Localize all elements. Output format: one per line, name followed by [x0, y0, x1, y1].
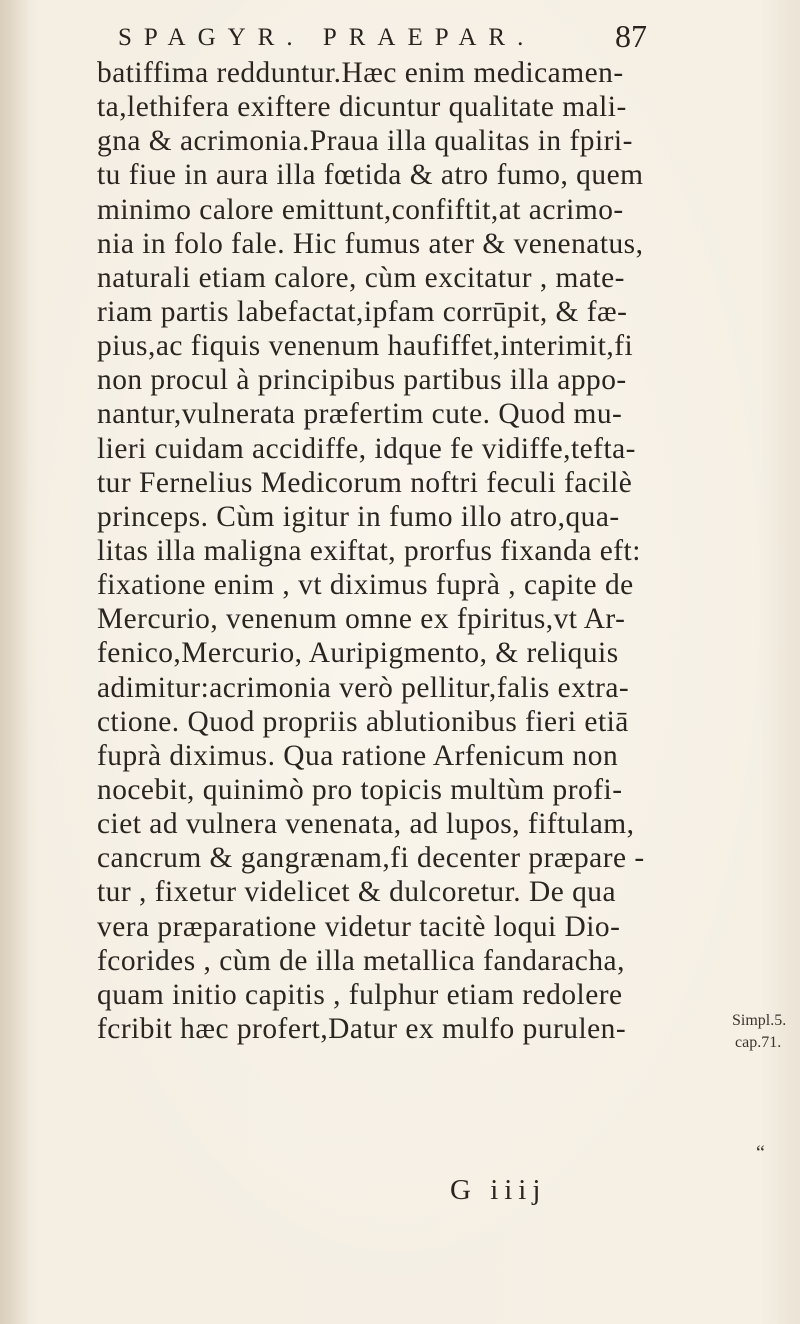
text-line: vera præparatione videtur tacitè loqui Dio-	[97, 910, 621, 943]
running-head: SPAGYR. PRAEPAR.	[118, 24, 536, 51]
text-line: pius,ac fiquis venenum haufiffet,interimit,fi	[97, 330, 634, 363]
text-line: fixatione enim , vt diximus fuprà , capite de	[97, 569, 634, 602]
text-line: nocebit, quinimò pro topicis multùm profi-	[97, 773, 623, 806]
text-line: riam partis labefactat,ipfam corrūpit, & fæ-	[97, 295, 628, 328]
text-line: fcorides , cùm de illa metallica fandaracha,	[97, 944, 625, 977]
text-line: quam initio capitis , fulphur etiam redolere	[97, 978, 623, 1011]
margin-note-reference: Simpl.5.	[732, 1012, 787, 1029]
text-line: ctione. Quod propriis ablutionibus fieri etiā	[97, 705, 629, 738]
text-line: Mercurio, venenum omne ex fpiritus,vt Ar-	[97, 603, 626, 636]
body-text	[97, 56, 737, 1046]
margin-quote-mark: “	[756, 1142, 765, 1164]
text-line: batiffima redduntur.Hæc enim medicamen-	[97, 57, 624, 89]
text-line: fenico,Mercurio, Auripigmento, & reliquis	[97, 637, 619, 670]
gutter-shadow	[0, 0, 30, 1324]
text-line: non procul à principibus partibus illa appo-	[97, 364, 627, 397]
text-line: nia in folo fale. Hic fumus ater & venenatus,	[97, 227, 644, 260]
page-number: 87	[615, 18, 647, 54]
text-line: fcribit hæc profert,Datur ex mulfo purulen-	[97, 1012, 627, 1045]
text-line: princeps. Cùm igitur in fumo illo atro,qua-	[97, 500, 620, 533]
page-header	[110, 18, 670, 58]
text-line: tur Fernelius Medicorum noftri feculi facilè	[97, 466, 633, 499]
text-line: tur , fixetur videlicet & dulcoretur. De qua	[97, 876, 617, 909]
text-line: litas illa maligna exiftat, prorfus fixanda eft:	[97, 534, 641, 567]
text-line: cancrum & gangrænam,fi decenter præpare -	[97, 842, 645, 875]
signature-mark: G iiij	[450, 1174, 547, 1206]
text-line: tu fiue in aura illa fœtida & atro fumo, quem	[97, 159, 644, 192]
text-line: naturali etiam calore, cùm excitatur , mate-	[97, 261, 625, 294]
text-line: adimitur:acrimonia verò pellitur,falis extra-	[97, 671, 630, 704]
text-line: lieri cuidam accidiffe, idque fe vidiffe,tefta-	[97, 432, 636, 465]
text-line: ta,lethifera exiftere dicuntur qualitate mali-	[97, 91, 627, 124]
text-line: gna & acrimonia.Praua illa qualitas in fpiri-	[97, 125, 633, 158]
text-line: minimo calore emittunt,confiftit,at acrimo-	[97, 193, 624, 226]
text-line: nantur,vulnerata præfertim cute. Quod mu-	[97, 398, 623, 431]
margin-note-chapter: cap.71.	[735, 1034, 782, 1051]
text-line: fuprà diximus. Qua ratione Arfenicum non	[97, 739, 619, 772]
text-line: ciet ad vulnera venenata, ad lupos, fiftulam,	[97, 808, 635, 841]
